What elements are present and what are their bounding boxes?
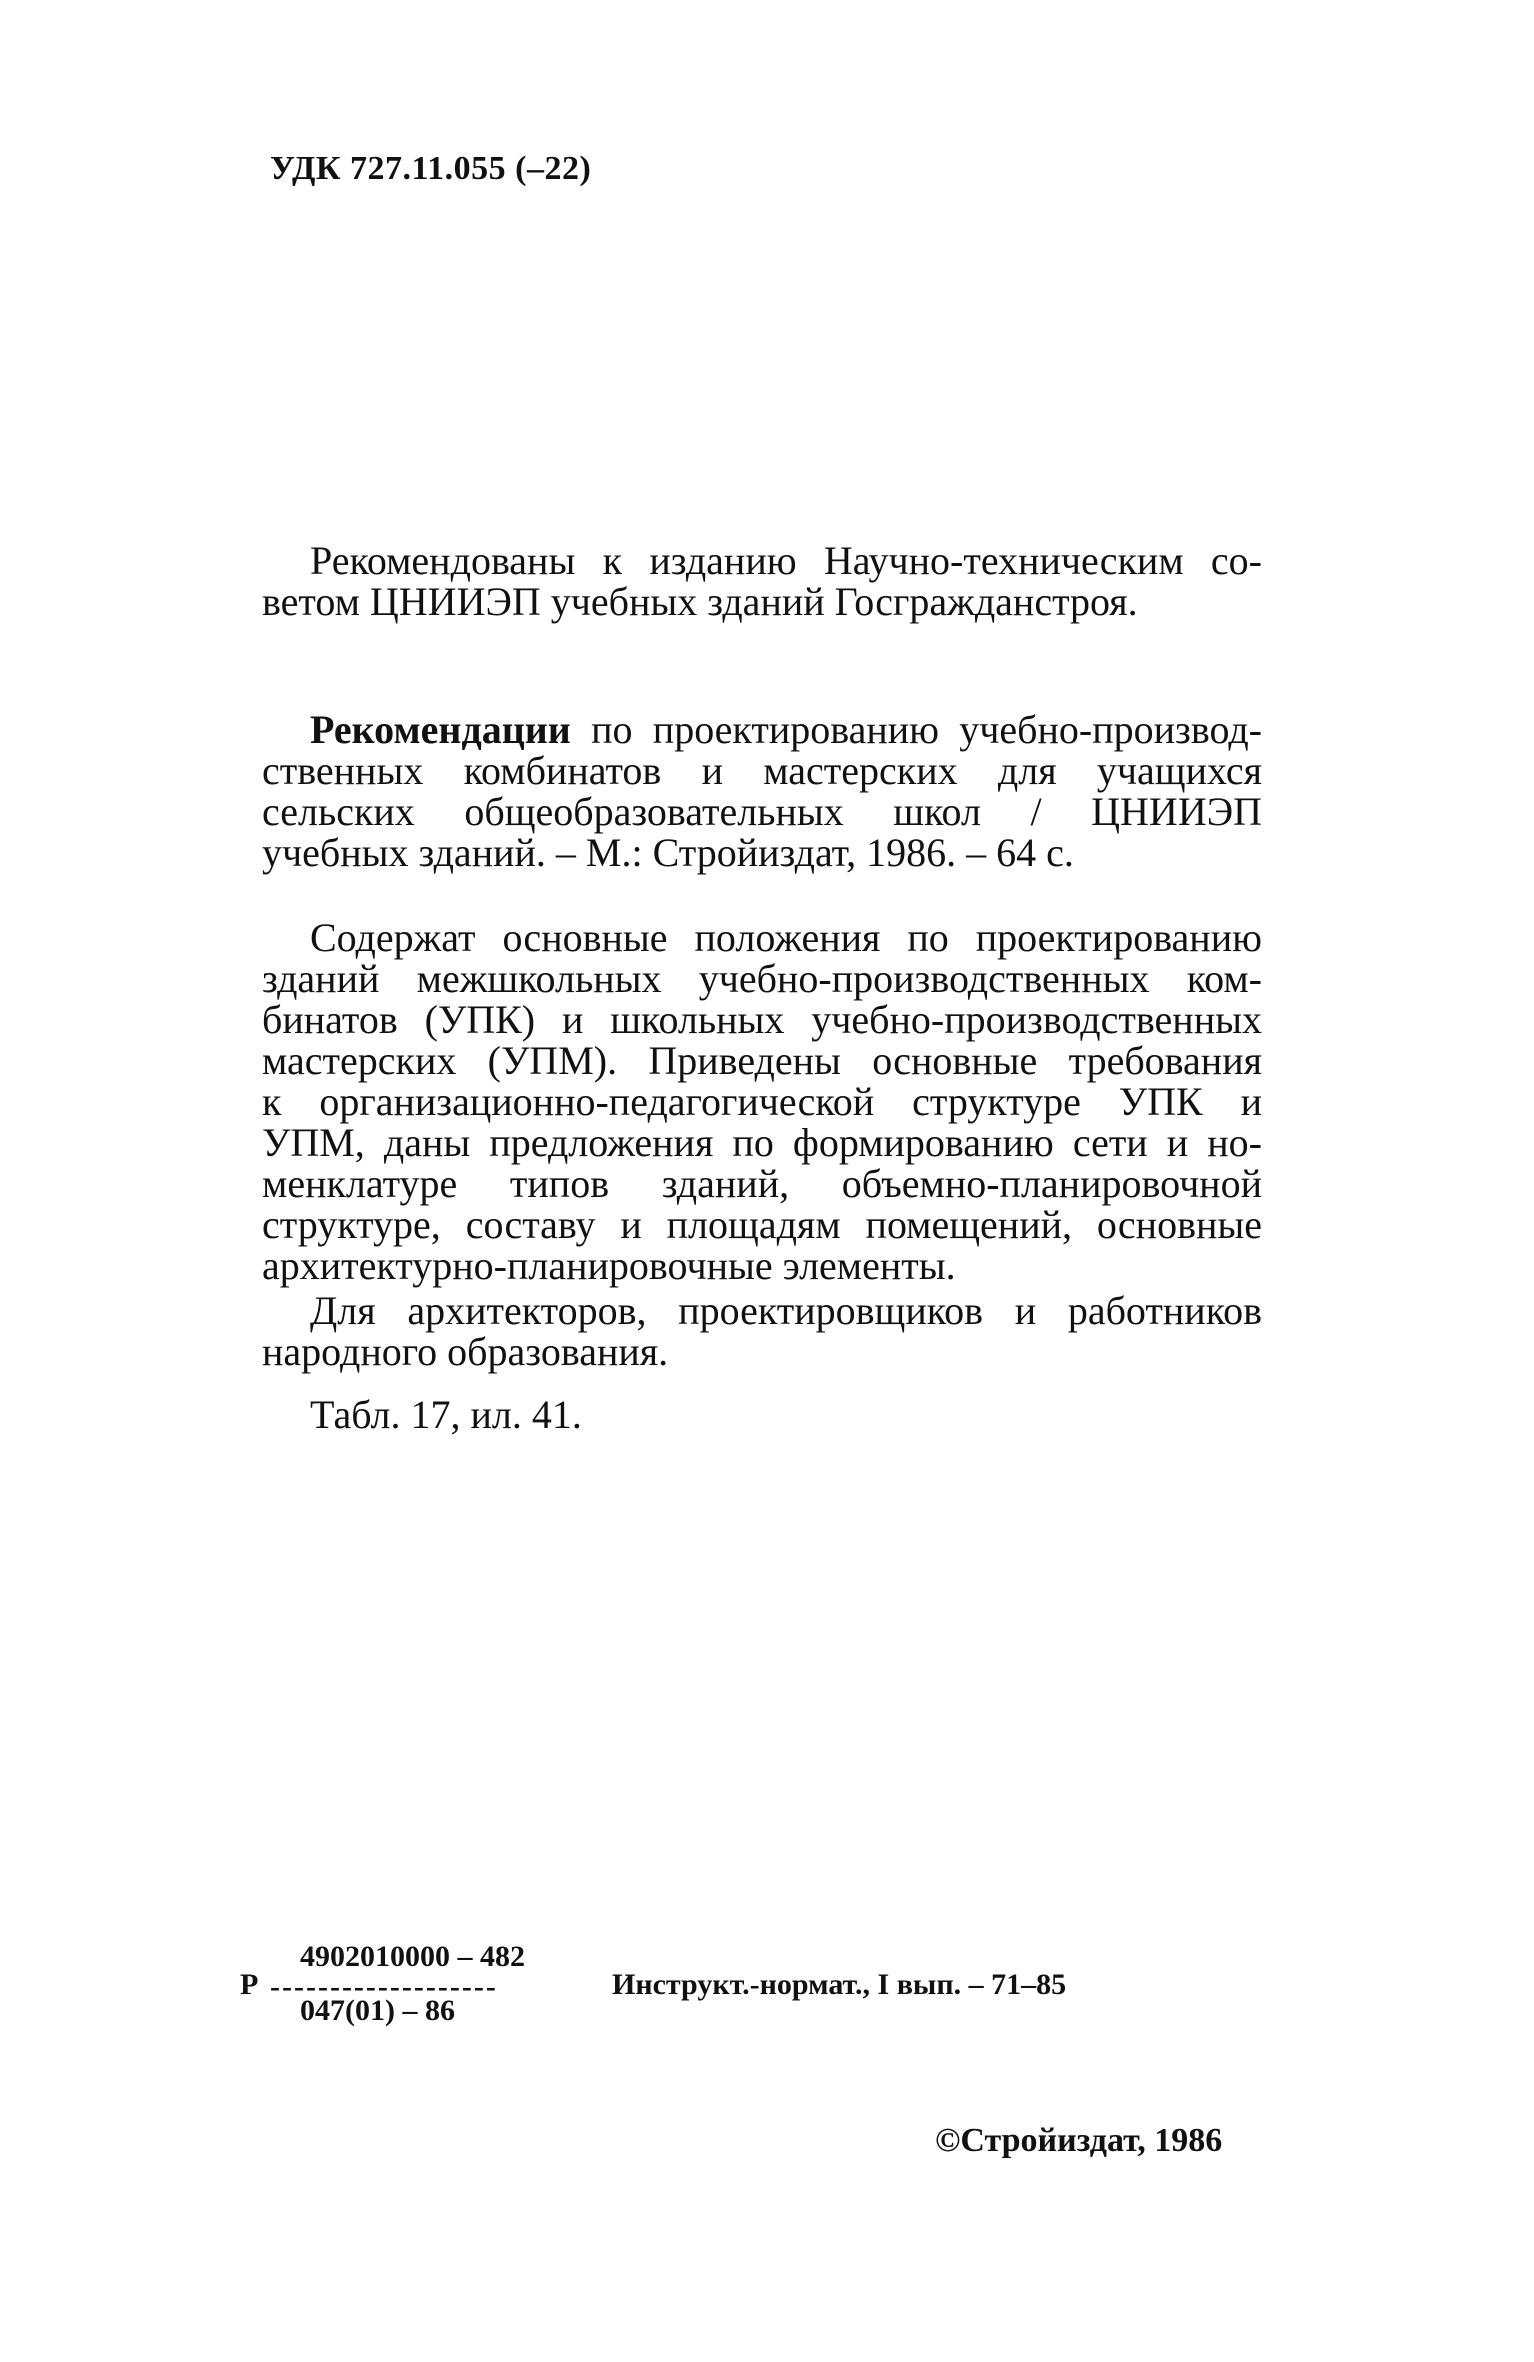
text-line: учебных зданий. – М.: Стройиздат, 1986. – 64 с. [262,830,1074,875]
text-line: ветом ЦНИИЭП учебных зданий Госгражданстроя. [262,579,1138,624]
code-prefix: Р [240,1968,259,2001]
text-line: архитектурно-планировочные элементы. [262,1243,956,1288]
copyright-notice: ©Стройиздат, 1986 [935,2122,1223,2159]
citation-title: Рекомендации [310,707,571,752]
text-line: Рекомендованы к изданию Научно-техническим со- [310,538,1262,583]
publication-index-code [240,1940,1240,2030]
code-fraction-line: ------------------- [270,1970,498,2003]
tables-figures-count [262,1394,1262,1435]
text-line: бинатов (УПК) и школьных учебно-производственных [262,997,1262,1042]
citation-title-rest: по проектированию учебно-производ- [570,707,1262,752]
audience-note [262,1290,1262,1372]
text-line: народного образования. [262,1329,669,1374]
text-line: зданий межшкольных учебно-производственных ком- [262,956,1262,1001]
code-denominator: 047(01) – 86 [300,1994,455,2027]
recommendation-note [262,540,1262,622]
code-numerator: 4902010000 – 482 [300,1940,525,1973]
abstract [262,917,1262,1286]
bibliographic-citation [262,709,1262,873]
udk-code: УДК 727.11.055 (–22) [270,150,592,187]
text-line: к организационно-педагогической структуре УПК и [262,1079,1262,1124]
text-line: структуре, составу и площадям помещений, основные [262,1202,1262,1247]
text-line: сельских общеобразовательных школ / ЦНИИЭП [262,789,1262,834]
text-line: Табл. 17, ил. 41. [310,1392,582,1437]
text-line [262,709,1262,750]
text-line: Содержат основные положения по проектированию [310,915,1262,960]
text-line: ственных комбинатов и мастерских для учащихся [262,748,1262,793]
text-line: Для архитекторов, проектировщиков и работников [310,1288,1262,1333]
text-line: менклатуре типов зданий, объемно-планировочной [262,1161,1262,1206]
code-note: Инструкт.-нормат., I вып. – 71–85 [612,1968,1067,2001]
text-line: мастерских (УПМ). Приведены основные требования [262,1038,1262,1083]
text-line: УПМ, даны предложения по формированию сети и но- [262,1120,1262,1165]
